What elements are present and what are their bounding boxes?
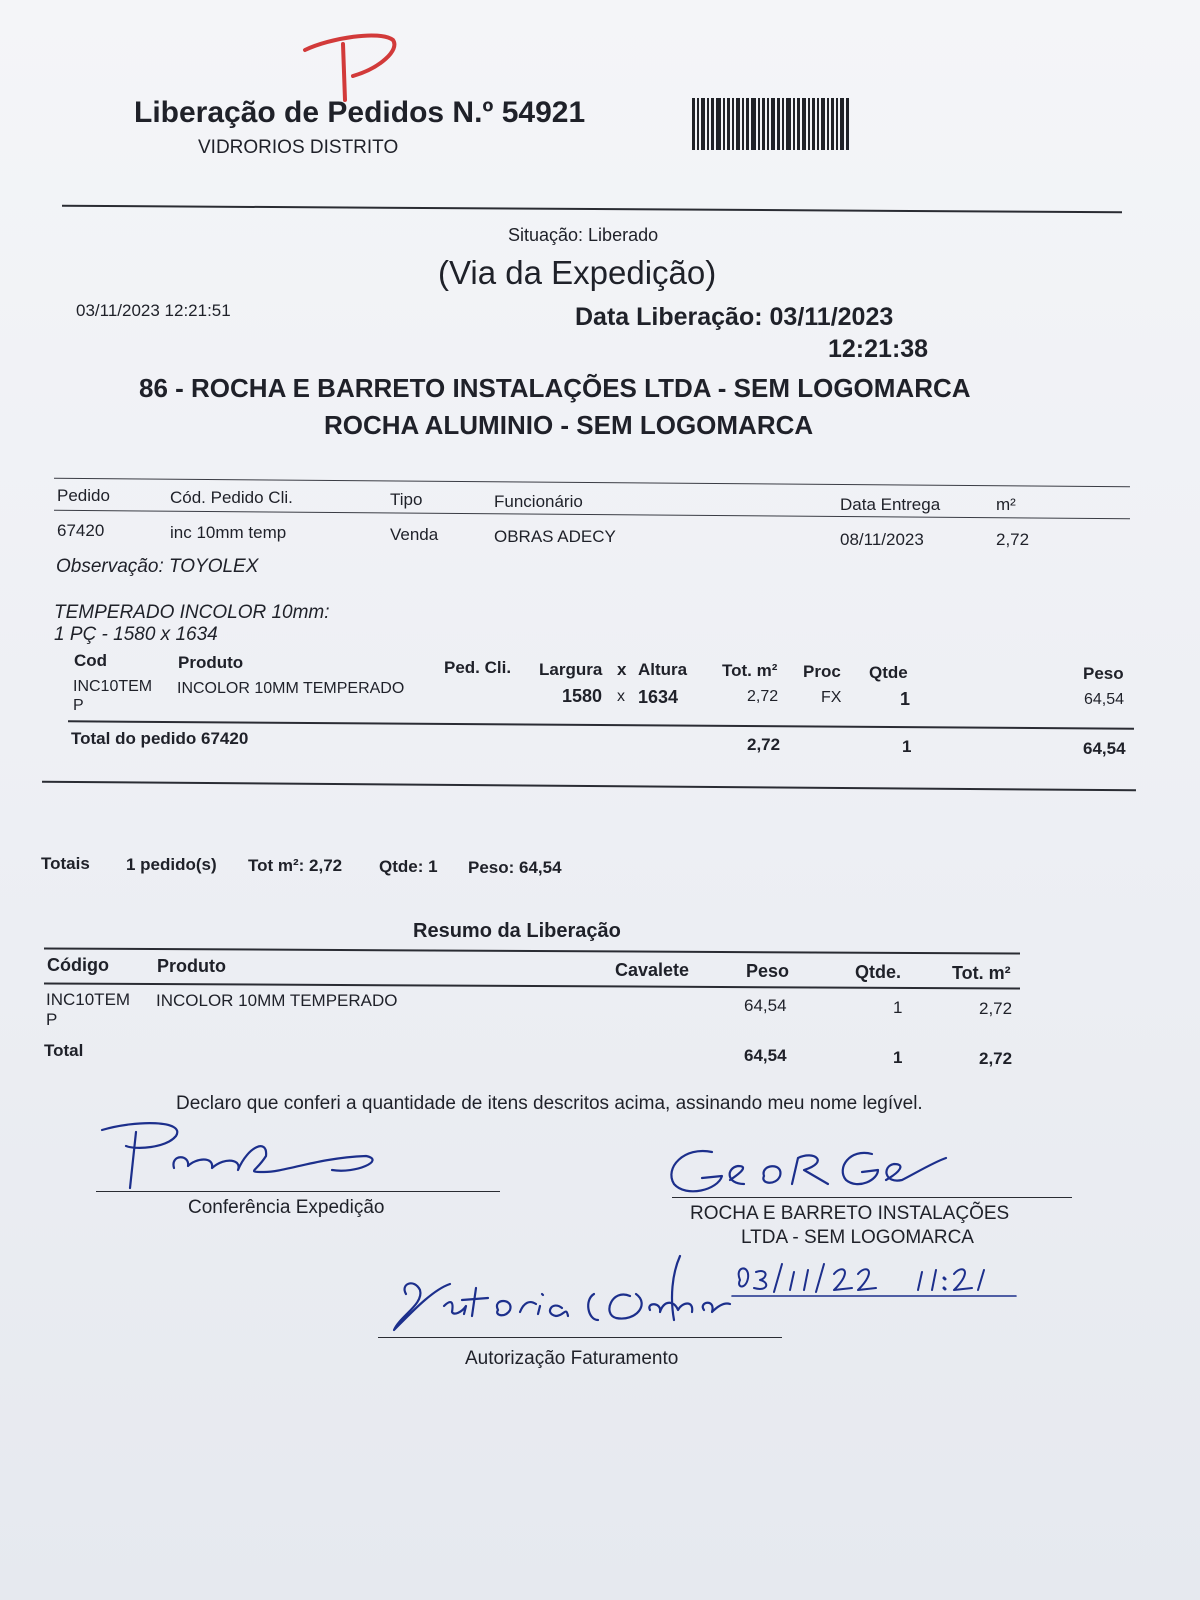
summary-col-codigo: Código xyxy=(47,955,109,975)
items-col-proc: Proc xyxy=(803,662,841,681)
summary-produto: INCOLOR 10MM TEMPERADO xyxy=(156,991,398,1010)
item-x: x xyxy=(617,688,625,705)
signature-conferencia xyxy=(96,1116,396,1196)
observation: Observação: TOYOLEX xyxy=(56,556,259,577)
summary-total-peso: 64,54 xyxy=(744,1046,787,1065)
totals-m2: Tot m²: 2,72 xyxy=(248,856,343,875)
order-table-header-rule xyxy=(54,510,1130,519)
signature-line-left xyxy=(96,1191,500,1192)
items-total-m2: 2,72 xyxy=(747,735,781,754)
col-pedido: Pedido xyxy=(57,486,110,505)
order-section-divider xyxy=(42,781,1136,792)
items-col-peso: Peso xyxy=(1083,664,1124,683)
header-divider xyxy=(62,205,1122,213)
items-col-x: x xyxy=(617,660,627,679)
summary-col-qtde: Qtde. xyxy=(855,962,902,982)
signature-label-right-2: LTDA - SEM LOGOMARCA xyxy=(741,1227,974,1248)
summary-col-tot-m2: Tot. m² xyxy=(952,963,1011,983)
barcode xyxy=(692,98,878,150)
summary-total-label: Total xyxy=(44,1041,84,1060)
delivery-date: 08/11/2023 xyxy=(840,530,924,549)
signature-faturamento xyxy=(380,1254,770,1344)
release-date: Data Liberação: 03/11/2023 xyxy=(575,303,894,331)
item-altura: 1634 xyxy=(638,687,679,707)
item-proc: FX xyxy=(821,689,842,706)
item-tot-m2: 2,72 xyxy=(747,688,779,705)
summary-codigo-line2: P xyxy=(46,1010,58,1029)
declaration-text: Declaro que conferi a quantidade de itens descritos acima, assinando meu nome legível. xyxy=(176,1093,923,1114)
totals-qtde: Qtde: 1 xyxy=(379,857,438,876)
company-name: VIDRORIOS DISTRITO xyxy=(198,137,399,158)
client-order-code: inc 10mm temp xyxy=(170,523,287,542)
order-table-top-rule xyxy=(54,478,1130,487)
summary-peso: 64,54 xyxy=(744,996,787,1015)
items-col-ped-cli: Ped. Cli. xyxy=(444,658,512,677)
totals-peso: Peso: 64,54 xyxy=(468,858,562,877)
col-m2: m² xyxy=(996,495,1016,514)
summary-codigo-line1: INC10TEM xyxy=(46,990,131,1009)
items-col-cod: Cod xyxy=(74,651,108,670)
order-type: Venda xyxy=(390,525,439,544)
signature-line-right xyxy=(672,1197,1072,1198)
col-funcionario: Funcionário xyxy=(494,492,583,511)
release-time: 12:21:38 xyxy=(828,335,929,363)
document-title: Liberação de Pedidos N.º 54921 xyxy=(134,96,586,129)
totals-pedidos: 1 pedido(s) xyxy=(126,855,217,874)
items-col-qtde: Qtde xyxy=(869,663,908,682)
item-qtde: 1 xyxy=(900,689,911,709)
item-group-title: TEMPERADO INCOLOR 10mm: xyxy=(54,602,330,623)
item-largura: 1580 xyxy=(562,686,603,706)
item-produto: INCOLOR 10MM TEMPERADO xyxy=(177,680,405,697)
summary-top-rule xyxy=(44,947,1020,954)
copy-label: (Via da Expedição) xyxy=(438,254,717,291)
summary-total-tot-m2: 2,72 xyxy=(979,1049,1013,1068)
employee: OBRAS ADECY xyxy=(494,527,616,546)
summary-total-qtde: 1 xyxy=(893,1048,903,1067)
col-cod-pedido-cli: Cód. Pedido Cli. xyxy=(170,488,293,507)
summary-tot-m2: 2,72 xyxy=(979,999,1013,1018)
signature-label-left: Conferência Expedição xyxy=(188,1197,385,1218)
items-col-produto: Produto xyxy=(178,653,244,672)
totals-label: Totais xyxy=(41,854,90,873)
client-name: 86 - ROCHA E BARRETO INSTALAÇÕES LTDA - SEM LOGOMARCA xyxy=(139,373,971,403)
item-cod-line1: INC10TEM xyxy=(73,678,153,695)
items-col-tot-m2: Tot. m² xyxy=(722,661,778,680)
client-trade-name: ROCHA ALUMINIO - SEM LOGOMARCA xyxy=(324,410,814,440)
order-m2: 2,72 xyxy=(996,530,1030,549)
handwritten-date xyxy=(730,1258,1030,1304)
items-col-largura: Largura xyxy=(539,660,603,679)
item-group-subtitle: 1 PÇ - 1580 x 1634 xyxy=(54,624,218,645)
summary-col-produto: Produto xyxy=(157,956,226,976)
summary-title: Resumo da Liberação xyxy=(413,920,621,942)
status-text: Situação: Liberado xyxy=(508,225,659,245)
items-col-altura: Altura xyxy=(638,660,688,679)
items-total-label: Total do pedido 67420 xyxy=(71,729,249,748)
summary-qtde: 1 xyxy=(893,998,903,1017)
items-total-peso: 64,54 xyxy=(1083,739,1126,758)
col-tipo: Tipo xyxy=(390,490,423,509)
items-total-qtde: 1 xyxy=(902,737,912,756)
order-number: 67420 xyxy=(57,521,105,540)
item-peso: 64,54 xyxy=(1084,691,1125,708)
signature-line-bottom xyxy=(378,1337,782,1338)
signature-label-bottom: Autorização Faturamento xyxy=(465,1348,679,1369)
item-cod-line2: P xyxy=(73,697,84,714)
signature-label-right-1: ROCHA E BARRETO INSTALAÇÕES xyxy=(690,1203,1010,1224)
col-data-entrega: Data Entrega xyxy=(840,495,941,514)
printed-timestamp: 03/11/2023 12:21:51 xyxy=(76,301,231,320)
summary-col-cavalete: Cavalete xyxy=(615,960,690,980)
summary-header-rule xyxy=(44,982,1020,989)
summary-col-peso: Peso xyxy=(746,961,790,981)
